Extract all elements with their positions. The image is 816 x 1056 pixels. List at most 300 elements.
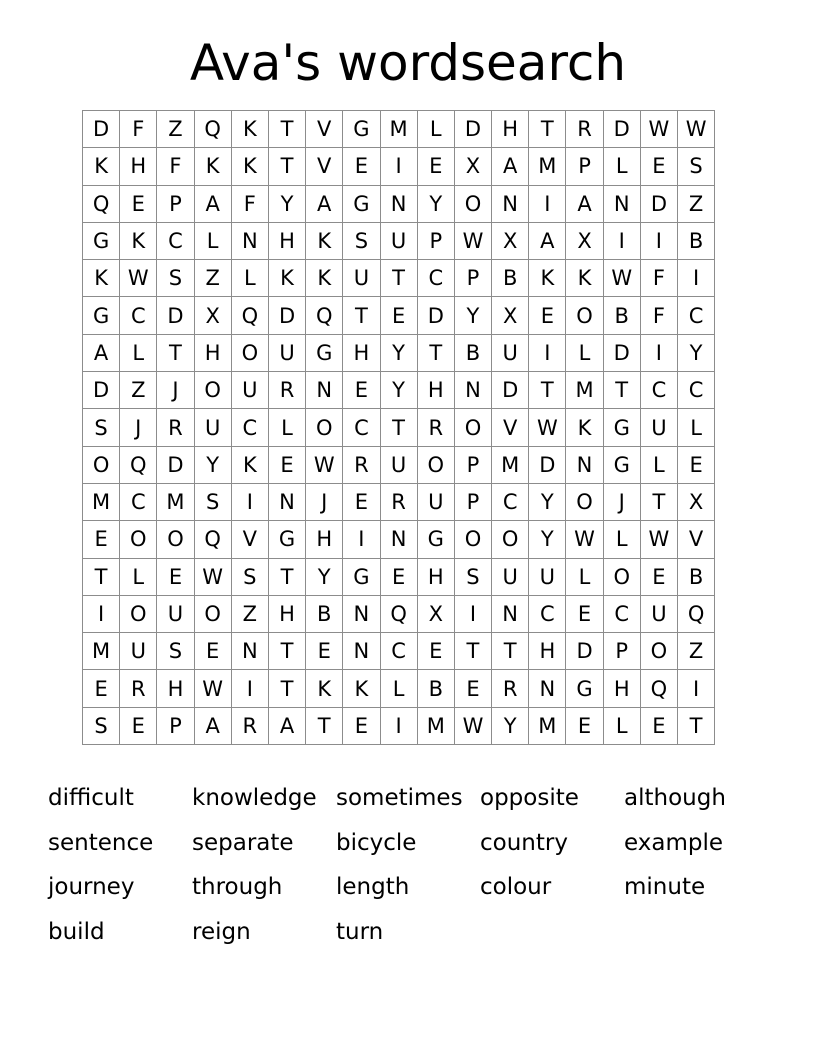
- grid-cell: H: [195, 335, 232, 372]
- grid-cell: B: [306, 596, 343, 633]
- grid-cell: T: [343, 297, 380, 334]
- grid-cell: H: [269, 596, 306, 633]
- grid-cell: N: [232, 633, 269, 670]
- grid-cell: N: [455, 372, 492, 409]
- grid-cell: E: [83, 670, 120, 707]
- grid-cell: T: [269, 111, 306, 148]
- grid-cell: C: [120, 297, 157, 334]
- grid-cell: M: [492, 447, 529, 484]
- grid-row: [83, 111, 715, 148]
- grid-cell: L: [604, 148, 641, 185]
- grid-row: [83, 633, 715, 670]
- grid-cell: W: [195, 559, 232, 596]
- grid-cell: T: [381, 260, 418, 297]
- grid-cell: O: [195, 372, 232, 409]
- grid-cell: L: [566, 335, 603, 372]
- grid-cell: N: [343, 596, 380, 633]
- grid-cell: R: [492, 670, 529, 707]
- grid-cell: C: [492, 484, 529, 521]
- grid-cell: N: [269, 484, 306, 521]
- grid-cell: O: [83, 447, 120, 484]
- grid-cell: R: [343, 447, 380, 484]
- grid-cell: I: [678, 260, 715, 297]
- grid-cell: C: [529, 596, 566, 633]
- grid-row: [83, 409, 715, 446]
- grid-cell: C: [604, 596, 641, 633]
- grid-cell: K: [232, 148, 269, 185]
- grid-cell: Z: [232, 596, 269, 633]
- grid-cell: E: [83, 521, 120, 558]
- grid-cell: D: [455, 111, 492, 148]
- grid-cell: B: [492, 260, 529, 297]
- grid-cell: E: [306, 633, 343, 670]
- grid-row: [83, 335, 715, 372]
- grid-cell: H: [604, 670, 641, 707]
- grid-cell: D: [604, 111, 641, 148]
- grid-cell: Y: [195, 447, 232, 484]
- grid-cell: L: [641, 447, 678, 484]
- word-list-item: country: [480, 829, 568, 856]
- grid-cell: O: [195, 596, 232, 633]
- word-list-item: opposite: [480, 785, 579, 811]
- grid-cell: C: [641, 372, 678, 409]
- grid-cell: C: [678, 297, 715, 334]
- grid-cell: J: [120, 409, 157, 446]
- grid-cell: S: [455, 559, 492, 596]
- grid-cell: S: [157, 260, 194, 297]
- grid-cell: E: [455, 670, 492, 707]
- grid-cell: E: [529, 297, 566, 334]
- grid-cell: Q: [120, 447, 157, 484]
- grid-cell: Y: [529, 484, 566, 521]
- grid-cell: T: [269, 633, 306, 670]
- grid-cell: S: [83, 708, 120, 745]
- grid-cell: Y: [678, 335, 715, 372]
- grid-cell: K: [566, 409, 603, 446]
- grid-cell: F: [232, 186, 269, 223]
- grid-cell: U: [418, 484, 455, 521]
- grid-cell: G: [343, 111, 380, 148]
- grid-cell: R: [381, 484, 418, 521]
- grid-cell: U: [195, 409, 232, 446]
- grid-cell: D: [641, 186, 678, 223]
- grid-cell: I: [529, 335, 566, 372]
- grid-cell: Z: [678, 633, 715, 670]
- grid-cell: E: [641, 148, 678, 185]
- grid-cell: O: [455, 186, 492, 223]
- page-title: Ava's wordsearch: [189, 34, 627, 92]
- grid-cell: P: [455, 484, 492, 521]
- grid-cell: E: [343, 372, 380, 409]
- grid-cell: Z: [120, 372, 157, 409]
- grid-cell: L: [195, 223, 232, 260]
- grid-cell: I: [641, 335, 678, 372]
- word-list-item: build: [48, 918, 105, 945]
- grid-cell: U: [269, 335, 306, 372]
- grid-cell: L: [418, 111, 455, 148]
- grid-cell: R: [157, 409, 194, 446]
- grid-cell: T: [269, 559, 306, 596]
- grid-cell: X: [492, 297, 529, 334]
- grid-cell: P: [455, 260, 492, 297]
- grid-cell: S: [195, 484, 232, 521]
- grid-cell: O: [566, 297, 603, 334]
- grid-cell: T: [306, 708, 343, 745]
- grid-cell: D: [269, 297, 306, 334]
- grid-cell: J: [157, 372, 194, 409]
- grid-cell: M: [566, 372, 603, 409]
- grid-cell: B: [455, 335, 492, 372]
- grid-cell: U: [381, 223, 418, 260]
- grid-cell: U: [641, 409, 678, 446]
- grid-cell: O: [157, 521, 194, 558]
- grid-cell: A: [83, 335, 120, 372]
- grid-cell: W: [604, 260, 641, 297]
- grid-cell: W: [641, 521, 678, 558]
- word-list-item: difficult: [48, 785, 134, 811]
- grid-cell: E: [381, 559, 418, 596]
- grid-cell: C: [120, 484, 157, 521]
- grid-cell: M: [418, 708, 455, 745]
- grid-cell: U: [529, 559, 566, 596]
- grid-cell: T: [455, 633, 492, 670]
- grid-cell: V: [492, 409, 529, 446]
- grid-cell: C: [678, 372, 715, 409]
- grid-cell: U: [492, 335, 529, 372]
- grid-cell: H: [418, 559, 455, 596]
- grid-row: [83, 521, 715, 558]
- grid-cell: E: [381, 297, 418, 334]
- grid-cell: W: [678, 111, 715, 148]
- grid-row: [83, 484, 715, 521]
- grid-cell: U: [641, 596, 678, 633]
- grid-cell: V: [678, 521, 715, 558]
- grid-cell: A: [492, 148, 529, 185]
- grid-cell: L: [120, 335, 157, 372]
- grid-cell: J: [604, 484, 641, 521]
- grid-cell: L: [566, 559, 603, 596]
- grid-cell: I: [232, 670, 269, 707]
- grid-cell: E: [120, 708, 157, 745]
- grid-row: [83, 297, 715, 334]
- grid-cell: L: [604, 708, 641, 745]
- grid-cell: C: [343, 409, 380, 446]
- grid-cell: N: [381, 521, 418, 558]
- grid-cell: E: [195, 633, 232, 670]
- grid-cell: F: [157, 148, 194, 185]
- grid-cell: M: [83, 484, 120, 521]
- grid-cell: O: [492, 521, 529, 558]
- grid-cell: U: [343, 260, 380, 297]
- grid-cell: D: [157, 447, 194, 484]
- grid-cell: L: [120, 559, 157, 596]
- grid-cell: H: [269, 223, 306, 260]
- grid-cell: A: [269, 708, 306, 745]
- grid-cell: T: [604, 372, 641, 409]
- word-list-item: reign: [192, 918, 251, 945]
- grid-cell: A: [306, 186, 343, 223]
- grid-row: [83, 559, 715, 596]
- grid-cell: K: [306, 670, 343, 707]
- grid-cell: V: [232, 521, 269, 558]
- grid-cell: W: [455, 223, 492, 260]
- grid-cell: E: [641, 559, 678, 596]
- word-list-item: separate: [192, 829, 294, 856]
- grid-cell: G: [343, 559, 380, 596]
- grid-cell: O: [566, 484, 603, 521]
- grid-cell: W: [455, 708, 492, 745]
- grid-cell: Q: [195, 111, 232, 148]
- grid-cell: S: [678, 148, 715, 185]
- grid-cell: R: [232, 708, 269, 745]
- word-list-item: minute: [624, 874, 706, 900]
- grid-row: [83, 223, 715, 260]
- grid-cell: Z: [157, 111, 194, 148]
- grid-cell: O: [418, 447, 455, 484]
- grid-cell: R: [566, 111, 603, 148]
- word-list-item: colour: [480, 874, 552, 900]
- grid-cell: G: [83, 297, 120, 334]
- grid-cell: D: [529, 447, 566, 484]
- grid-cell: Y: [381, 335, 418, 372]
- grid-cell: O: [306, 409, 343, 446]
- grid-cell: R: [120, 670, 157, 707]
- grid-cell: H: [157, 670, 194, 707]
- grid-cell: E: [120, 186, 157, 223]
- grid-cell: T: [418, 335, 455, 372]
- grid-cell: W: [195, 670, 232, 707]
- word-list-item: sometimes: [336, 785, 463, 811]
- grid-cell: W: [306, 447, 343, 484]
- word-list-item: example: [624, 829, 723, 856]
- letter-grid: [82, 110, 715, 745]
- grid-cell: C: [418, 260, 455, 297]
- grid-cell: I: [232, 484, 269, 521]
- grid-cell: N: [381, 186, 418, 223]
- grid-cell: B: [678, 223, 715, 260]
- grid-row: [83, 186, 715, 223]
- word-list-item: knowledge: [192, 785, 317, 811]
- grid-cell: U: [492, 559, 529, 596]
- grid-cell: W: [641, 111, 678, 148]
- grid-cell: Y: [418, 186, 455, 223]
- grid-cell: J: [306, 484, 343, 521]
- grid-cell: G: [566, 670, 603, 707]
- grid-cell: P: [418, 223, 455, 260]
- grid-cell: P: [455, 447, 492, 484]
- grid-cell: W: [529, 409, 566, 446]
- grid-cell: T: [269, 670, 306, 707]
- grid-cell: P: [604, 633, 641, 670]
- grid-cell: G: [343, 186, 380, 223]
- grid-cell: E: [343, 148, 380, 185]
- grid-cell: M: [529, 148, 566, 185]
- grid-cell: N: [306, 372, 343, 409]
- grid-cell: Y: [306, 559, 343, 596]
- word-list-item: through: [192, 874, 283, 900]
- grid-cell: N: [492, 186, 529, 223]
- grid-cell: X: [418, 596, 455, 633]
- grid-cell: H: [120, 148, 157, 185]
- grid-cell: B: [678, 559, 715, 596]
- grid-cell: N: [492, 596, 529, 633]
- grid-cell: F: [641, 260, 678, 297]
- grid-cell: E: [418, 633, 455, 670]
- grid-cell: K: [566, 260, 603, 297]
- grid-cell: X: [455, 148, 492, 185]
- grid-cell: Y: [529, 521, 566, 558]
- grid-cell: L: [604, 521, 641, 558]
- grid-cell: G: [269, 521, 306, 558]
- grid-cell: N: [232, 223, 269, 260]
- grid-cell: G: [604, 409, 641, 446]
- grid-cell: Z: [678, 186, 715, 223]
- grid-cell: W: [120, 260, 157, 297]
- word-list-item: bicycle: [336, 829, 417, 856]
- grid-cell: M: [83, 633, 120, 670]
- grid-cell: D: [418, 297, 455, 334]
- grid-cell: T: [492, 633, 529, 670]
- grid-cell: T: [641, 484, 678, 521]
- word-list-item: journey: [48, 874, 135, 900]
- grid-cell: Y: [455, 297, 492, 334]
- grid-cell: V: [306, 148, 343, 185]
- grid-cell: W: [566, 521, 603, 558]
- grid-cell: O: [455, 409, 492, 446]
- grid-cell: M: [157, 484, 194, 521]
- grid-cell: K: [232, 111, 269, 148]
- grid-row: [83, 148, 715, 185]
- grid-cell: H: [529, 633, 566, 670]
- grid-cell: I: [678, 670, 715, 707]
- grid-cell: T: [529, 111, 566, 148]
- grid-cell: U: [157, 596, 194, 633]
- grid-cell: I: [381, 708, 418, 745]
- grid-cell: Q: [381, 596, 418, 633]
- grid-cell: T: [381, 409, 418, 446]
- grid-cell: K: [306, 260, 343, 297]
- grid-cell: E: [418, 148, 455, 185]
- grid-row: [83, 708, 715, 745]
- grid-cell: E: [678, 447, 715, 484]
- grid-cell: Q: [306, 297, 343, 334]
- grid-cell: U: [232, 372, 269, 409]
- grid-cell: G: [306, 335, 343, 372]
- grid-cell: C: [232, 409, 269, 446]
- grid-cell: X: [492, 223, 529, 260]
- grid-row: [83, 260, 715, 297]
- grid-cell: V: [306, 111, 343, 148]
- grid-cell: U: [120, 633, 157, 670]
- grid-cell: I: [83, 596, 120, 633]
- grid-cell: D: [83, 111, 120, 148]
- grid-cell: O: [232, 335, 269, 372]
- grid-cell: N: [529, 670, 566, 707]
- grid-cell: K: [232, 447, 269, 484]
- grid-cell: A: [529, 223, 566, 260]
- grid-cell: P: [157, 708, 194, 745]
- grid-cell: M: [529, 708, 566, 745]
- grid-cell: I: [381, 148, 418, 185]
- grid-cell: N: [343, 633, 380, 670]
- word-list-item: sentence: [48, 829, 154, 856]
- grid-cell: R: [269, 372, 306, 409]
- grid-cell: L: [381, 670, 418, 707]
- grid-cell: F: [641, 297, 678, 334]
- grid-cell: Q: [641, 670, 678, 707]
- grid-cell: K: [120, 223, 157, 260]
- grid-cell: Y: [269, 186, 306, 223]
- grid-cell: I: [641, 223, 678, 260]
- grid-cell: I: [343, 521, 380, 558]
- grid-cell: S: [157, 633, 194, 670]
- grid-cell: Z: [195, 260, 232, 297]
- word-list-item: turn: [336, 918, 384, 945]
- grid-cell: E: [641, 708, 678, 745]
- grid-cell: O: [455, 521, 492, 558]
- grid-cell: Q: [195, 521, 232, 558]
- grid-cell: K: [83, 148, 120, 185]
- grid-row: [83, 372, 715, 409]
- grid-cell: P: [157, 186, 194, 223]
- grid-cell: C: [157, 223, 194, 260]
- grid-cell: Q: [678, 596, 715, 633]
- grid-cell: D: [492, 372, 529, 409]
- grid-cell: H: [418, 372, 455, 409]
- grid-cell: G: [83, 223, 120, 260]
- word-list: [48, 776, 768, 954]
- grid-cell: R: [418, 409, 455, 446]
- grid-cell: K: [269, 260, 306, 297]
- grid-cell: D: [157, 297, 194, 334]
- grid-cell: I: [604, 223, 641, 260]
- grid-row: [83, 596, 715, 633]
- grid-cell: U: [381, 447, 418, 484]
- grid-cell: M: [381, 111, 418, 148]
- grid-cell: A: [566, 186, 603, 223]
- grid-cell: E: [269, 447, 306, 484]
- grid-cell: K: [195, 148, 232, 185]
- grid-cell: G: [418, 521, 455, 558]
- grid-cell: B: [418, 670, 455, 707]
- grid-cell: Y: [492, 708, 529, 745]
- grid-cell: C: [381, 633, 418, 670]
- grid-cell: N: [566, 447, 603, 484]
- grid-cell: H: [306, 521, 343, 558]
- grid-cell: F: [120, 111, 157, 148]
- grid-cell: Q: [232, 297, 269, 334]
- grid-cell: K: [529, 260, 566, 297]
- grid-cell: L: [232, 260, 269, 297]
- grid-row: [83, 447, 715, 484]
- grid-cell: T: [529, 372, 566, 409]
- grid-cell: X: [195, 297, 232, 334]
- grid-cell: T: [678, 708, 715, 745]
- grid-cell: D: [566, 633, 603, 670]
- grid-cell: D: [604, 335, 641, 372]
- grid-cell: Y: [381, 372, 418, 409]
- grid-cell: E: [343, 708, 380, 745]
- grid-cell: H: [343, 335, 380, 372]
- grid-cell: D: [83, 372, 120, 409]
- grid-cell: K: [83, 260, 120, 297]
- grid-cell: X: [678, 484, 715, 521]
- grid-cell: N: [604, 186, 641, 223]
- grid-cell: O: [120, 521, 157, 558]
- grid-row: [83, 670, 715, 707]
- grid-cell: T: [157, 335, 194, 372]
- grid-cell: E: [157, 559, 194, 596]
